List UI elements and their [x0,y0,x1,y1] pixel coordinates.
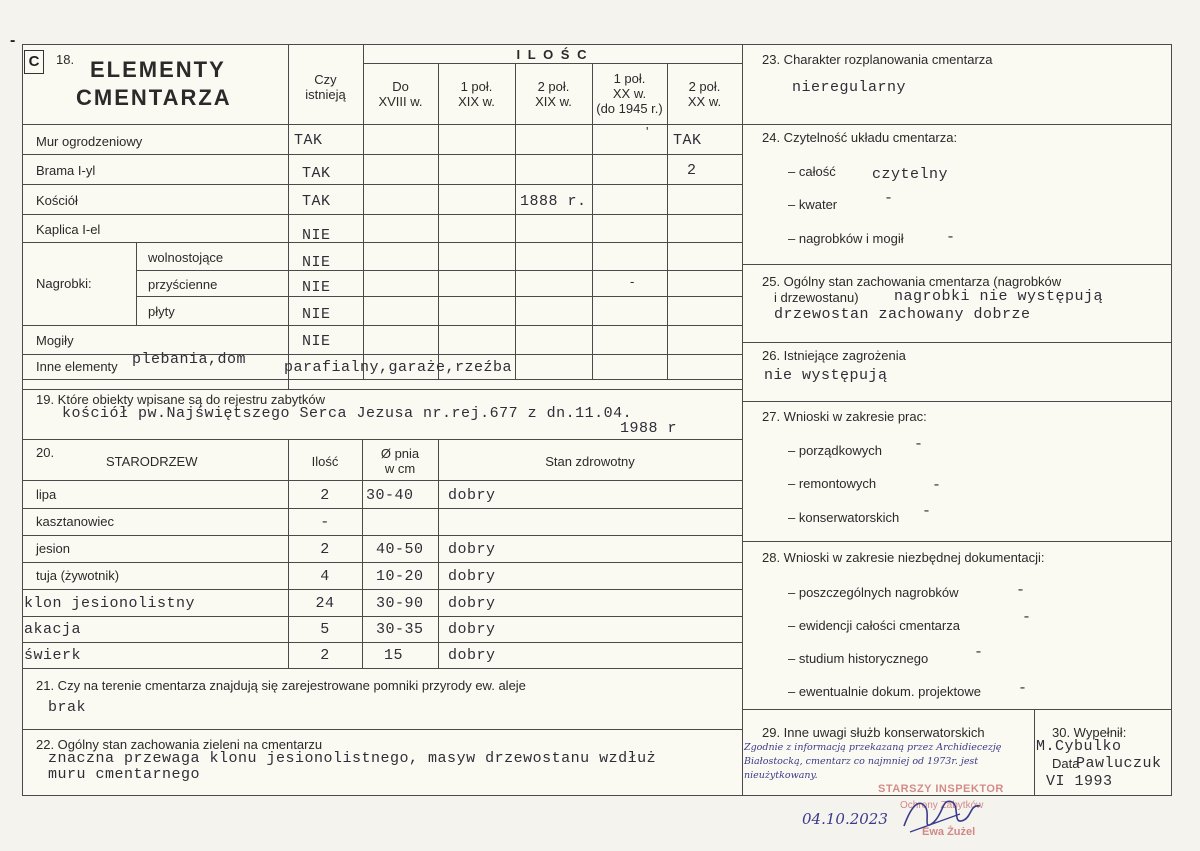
period-2-line2: XIX w. [458,94,495,109]
mogily-label: Mogiły [36,333,74,348]
tree-condition: dobry [448,647,496,664]
inspector-stamp-line2: Ochrony Zabytków [900,800,984,811]
left-margin-mark: - [10,32,16,49]
tree-count: 2 [320,647,330,664]
tree-diameter: 30-35 [376,621,424,638]
ilosc-header: I L O Ś C [516,47,589,62]
section-19-line1: kościół pw.Najświętszego Serca Jezusa nr.rej.677 z dn.11.04. [62,405,633,422]
period-5-line2: XX w. [687,94,722,109]
card-code-box: C [24,50,44,74]
nagrobki-wolnostojace-exists: NIE [302,254,331,271]
section-19-label: 19. Które obiekty wpisane są do rejestru zabytków [36,392,326,407]
element-mur-period5: TAK [673,132,702,149]
element-exists-kaplica: NIE [302,227,331,244]
tree-condition: dobry [448,568,496,585]
section-29-note-line2: Białostocką, cmentarz co najmniej od 1973r. jest [744,756,979,767]
section-27-item-label: – porządkowych [788,443,882,458]
tree-condition: dobry [448,541,496,558]
section-27-item-label: – remontowych [788,476,877,491]
period-4-line2: XX w. [612,86,647,101]
period-5-line1: 2 poł. [688,79,721,94]
tree-diameter: 40-50 [376,541,424,558]
element-label-kosciol: Kościół [36,193,78,208]
tree-count: 4 [320,568,330,585]
tree-diameter: 30-40 [366,487,414,504]
czy-istnieja-header-1: Czy [314,72,337,87]
nagrobki-plyty-label: płyty [148,304,175,319]
section-24-item-value: - [946,229,956,246]
section-19-line2: 1988 r [620,420,678,437]
section-22-label: 22. Ogólny stan zachowania zieleni na cmentarzu [36,737,323,752]
section-25-label2: i drzewostanu) [774,290,859,305]
section-24-item-label: – kwater [788,197,838,212]
tree-name: jesion [36,541,70,556]
section-28-item-value: - [974,644,984,661]
tree-count: - [320,514,330,531]
section-27-item-value: - [914,436,924,453]
period-4-line1: 1 poł. [613,71,646,86]
section-24-item-value: czytelny [872,166,949,183]
section-30-name: M.Cybulko [1036,738,1122,755]
section-25-value2: drzewostan zachowany dobrze [774,306,1031,323]
section-30-label: 30. Wypełnił: [1052,725,1127,740]
section-28-item-label: – ewentualnie dokum. projektowe [788,684,981,699]
nagrobki-przyscienne-exists: NIE [302,279,331,296]
section-24-item-label: – całość [788,164,836,179]
section-28-label: 28. Wnioski w zakresie niezbędnej dokumentacji: [762,550,1045,565]
element-brama-period5: 2 [687,162,697,179]
section-26-label: 26. Istniejące zagrożenia [762,348,906,363]
section-25-value1: nagrobki nie występują [894,288,1104,305]
inspector-stamp-line1: STARSZY INSPEKTOR [878,783,1004,795]
tree-condition: dobry [448,487,496,504]
element-label-brama: Brama I-yl [36,163,96,178]
section-27-label: 27. Wnioski w zakresie prac: [762,409,927,424]
period-3-line2: XIX w. [535,94,572,109]
signature [900,792,990,841]
section-23-value: nieregularny [792,79,907,96]
section-29-label: 29. Inne uwagi służb konserwatorskich [762,725,985,740]
section-28-item-value: - [1022,609,1032,626]
section-29-note-line1: Zgodnie z informacją przekazaną przez Archidiecezję [744,742,1002,753]
section-21-label: 21. Czy na terenie cmentarza znajdują się zarejestrowane pomniki przyrody ew. aleje [36,678,526,693]
handwritten-date: 04.10.2023 [802,810,888,828]
nagrobki-przyscienne-label: przyścienne [148,277,218,292]
period-1-line2: XVIII w. [378,94,423,109]
tree-name: akacja [24,621,82,638]
section-24-item-value: - [884,190,894,207]
section-27-item-label: – konserwatorskich [788,510,900,525]
element-kosciol-period3: 1888 r. [520,193,587,210]
starodrzew-col-stan: Stan zdrowotny [545,454,635,469]
cemetery-record-card [22,44,1172,796]
period-2-line1: 1 poł. [460,79,493,94]
starodrzew-col-ilosc: Ilość [311,454,339,469]
nagrobki-label: Nagrobki: [36,276,92,291]
section-20-number: 20. [36,445,55,460]
tree-diameter: 10-20 [376,568,424,585]
inne-elementy-value2: parafialny,garaże,rzeźba [284,359,513,376]
section-24-label: 24. Czytelność układu cmentarza: [762,130,958,145]
section-18-title-line2: CMENTARZA [76,85,232,110]
section-30-date: VI 1993 [1046,773,1113,790]
tree-count: 2 [320,541,330,558]
section-22-line2: muru cmentarnego [48,766,201,783]
inne-elementy-label: Inne elementy [36,359,118,374]
tree-name: świerk [24,647,82,664]
element-exists-brama: TAK [302,165,331,182]
section-28-item-label: – studium historycznego [788,651,929,666]
section-26-value: nie występują [764,367,888,384]
section-18-title-line1: ELEMENTY [90,57,226,82]
section-30-name2: Pawluczuk [1076,755,1162,772]
tree-condition: dobry [448,595,496,612]
tree-count: 2 [320,487,330,504]
section-29-note-line3: nieużytkowany. [744,770,818,781]
element-exists-mur: TAK [294,132,323,149]
tree-name: kasztanowiec [36,514,115,529]
period-3-line1: 2 poł. [537,79,570,94]
period-1-line1: Do [392,79,409,94]
element-label-mur: Mur ogrodzeniowy [36,134,143,149]
tree-name: klon jesionolistny [24,595,196,612]
section-18-number: 18. [56,52,75,67]
tree-name: tuja (żywotnik) [36,568,120,583]
inne-elementy-value1: plebania,dom [132,351,247,368]
starodrzew-col-fi-2: w cm [384,461,416,476]
section-27-item-value: - [932,477,942,494]
section-28-item-label: – ewidencji całości cmentarza [788,618,960,633]
tree-count: 5 [320,621,330,638]
section-21-value: brak [48,699,87,716]
inspector-stamp-line3: Ewa Żużel [922,826,976,838]
nagrobki-przyscienne-period4-mark: - [630,274,635,289]
czy-istnieja-header-2: istnieją [305,87,346,102]
period-4-line3: (do 1945 r.) [596,101,663,116]
tree-count: 24 [315,595,335,612]
tree-condition: dobry [448,621,496,638]
element-exists-kosciol: TAK [302,193,331,210]
section-30-data-label: Data [1052,756,1080,771]
tree-name: lipa [36,487,57,502]
section-24-item-label: – nagrobków i mogił [788,231,904,246]
nagrobki-wolnostojace-label: wolnostojące [148,250,224,265]
section-25-label1: 25. Ogólny stan zachowania cmentarza (nagrobków [762,274,1062,289]
section-28-item-value: - [1016,582,1026,599]
section-28-item-label: – poszczególnych nagrobków [788,585,959,600]
element-mur-period4-mark: ' [646,124,649,139]
nagrobki-plyty-exists: NIE [302,306,331,323]
starodrzew-col-name: STARODRZEW [106,454,198,469]
section-28-item-value: - [1018,680,1028,697]
tree-diameter: 30-90 [376,595,424,612]
element-label-kaplica: Kaplica I-el [36,222,101,237]
section-23-label: 23. Charakter rozplanowania cmentarza [762,52,993,67]
tree-diameter: 15 [384,647,404,664]
starodrzew-col-fi-1: Ø pnia [380,446,420,461]
section-22-line1: znaczna przewaga klonu jesionolistnego, masyw drzewostanu wzdłuż [48,750,657,767]
section-27-item-value: - [922,503,932,520]
mogily-exists: NIE [302,333,331,350]
